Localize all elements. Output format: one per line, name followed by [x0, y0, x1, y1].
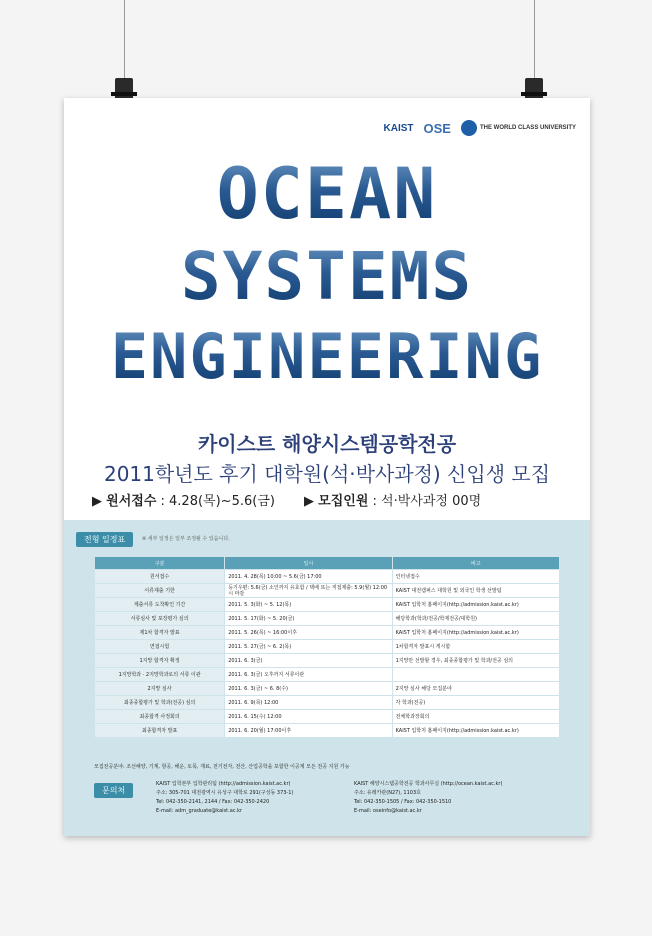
table-row [95, 570, 560, 584]
row-category: 서류제출 기한 [95, 584, 225, 598]
table-row [95, 654, 560, 668]
header-note: 비고 [392, 557, 559, 570]
header-category: 구분 [95, 557, 225, 570]
contact-department [354, 780, 502, 816]
wcu-logo-text: THE WORLD CLASS UNIVERSITY [479, 125, 576, 131]
kaist-logo: KAIST [383, 122, 414, 134]
row-category: 최종합격자 발표 [95, 724, 225, 738]
hanging-wire-left [124, 0, 125, 80]
row-category: 제1차 합격자 발표 [95, 626, 225, 640]
row-category: 최종합격 사정회의 [95, 710, 225, 724]
schedule-table [94, 556, 560, 738]
row-category: 1지망 합격자 확정 [95, 654, 225, 668]
wcu-logo [461, 120, 576, 136]
recruit-fields: 모집전공분야: 조선해양, 기계, 항공, 해운, 토목, 재료, 전기전자, 전산, 산업공학을 포함한 이공계 모든 전공 지원 가능 [94, 764, 350, 770]
header-date: 일시 [225, 557, 392, 570]
schedule-body [95, 570, 560, 738]
row-note: 각 학과(전공) [392, 696, 559, 710]
contact-admissions-title: KAIST 입학본부 입학관리팀 (http://admission.kaist.ac.kr) [156, 781, 291, 787]
row-note: 2지망 심사 해당 모집분야 [392, 682, 559, 696]
table-row [95, 724, 560, 738]
table-row [95, 710, 560, 724]
row-date: 2011. 6. 3(금) [225, 654, 392, 668]
row-note: 해당학과(학과/전공/학제전공/대학원) [392, 612, 559, 626]
wcu-emblem-icon [461, 120, 477, 136]
row-date: 2011. 6. 3(금) ~ 6. 8(수) [225, 682, 392, 696]
row-date: 2011. 5. 17(화) ~ 5. 20(금) [225, 612, 392, 626]
contact-department-tel: Tel: 042-350-1505 / Fax: 042-350-1510 [354, 799, 452, 805]
row-date: 2011. 5. 26(목) ~ 16:00이후 [225, 626, 392, 640]
row-category: 서류심사 및 포장평가 심의 [95, 612, 225, 626]
contact-department-title: KAIST 해양시스템공학전공 학과사무실 (http://ocean.kaist.ac.kr) [354, 781, 503, 787]
row-date: 2011. 6. 3(금) 오후까지 서류이관 [225, 668, 392, 682]
row-note: 인터넷접수 [392, 570, 559, 584]
table-row [95, 598, 560, 612]
schedule-label: 전형 일정표 [76, 532, 133, 547]
poster-subtitle: 2011학년도 후기 대학원(석·박사과정) 신입생 모집 [103, 462, 551, 486]
headline-engineering: ENGINEERING [64, 320, 590, 393]
table-row [95, 626, 560, 640]
row-note [392, 668, 559, 682]
table-row [95, 668, 560, 682]
poster [64, 98, 590, 836]
recruit-count: ▶ 모집인원 : 석·박사과정 00명 [304, 494, 482, 509]
application-period: ▶ 원서접수 : 4.28(목)~5.6(금) [92, 494, 275, 509]
headline-systems: SYSTEMS [64, 238, 590, 315]
row-category: 1지망학과 · 2지망학과로의 서류 이관 [95, 668, 225, 682]
application-value: 4.28(목)~5.6(금) [169, 494, 275, 509]
ose-logo: OSE [423, 120, 451, 136]
contact-admissions-tel: Tel: 042-350-2141, 2144 / Fax: 042-350-2420 [156, 799, 270, 805]
table-row [95, 584, 560, 598]
table-row [95, 682, 560, 696]
recruit-label: 모집인원 [318, 494, 369, 509]
row-category: 면접시험 [95, 640, 225, 654]
row-date: 2011. 5. 3(화) ~ 5. 12(목) [225, 598, 392, 612]
table-row [95, 640, 560, 654]
row-date: 2011. 6. 9(목) 12:00 [225, 696, 392, 710]
headline-ocean: OCEAN [64, 153, 590, 235]
schedule-section [64, 520, 590, 836]
row-note: 1차합격자 발표시 게시함 [392, 640, 559, 654]
contact-admissions [156, 780, 293, 816]
row-category: 2지망 심사 [95, 682, 225, 696]
row-date: 2011. 4. 28(목) 10:00 ~ 5.6(금) 17:00 [225, 570, 392, 584]
row-note: 1지망만 선발할 경우, 최종종합평가 및 학과/전공 심의 [392, 654, 559, 668]
contact-label: 문의처 [94, 783, 133, 798]
row-note: 전체학과장회의 [392, 710, 559, 724]
contact-department-email: E-mail: oseinfo@kaist.ac.kr [354, 808, 422, 814]
row-date: 2011. 6. 15(수) 12:00 [225, 710, 392, 724]
table-row [95, 696, 560, 710]
row-category: 최종종합평가 및 학과(전공) 심의 [95, 696, 225, 710]
logo-row [384, 120, 576, 136]
application-label: 원서접수 [106, 494, 157, 509]
row-category: 제출서류 도착확인 기간 [95, 598, 225, 612]
row-date: 등기우편: 5.6(금) 소인까지 유효함 / 택배 또는 직접제출: 5.9(월) 12:00시 마감 [225, 584, 392, 598]
row-note: KAIST 입학처 홈페이지(http://admission.kaist.ac.kr) [392, 724, 559, 738]
schedule-note: ※ 세부 일정은 일부 조정될 수 있습니다. [142, 536, 230, 542]
row-date: 2011. 6. 20(월) 17:00이후 [225, 724, 392, 738]
hanging-wire-right [534, 0, 535, 80]
contact-admissions-email: E-mail: adm_graduate@kaist.ac.kr [156, 808, 243, 814]
poster-title: 카이스트 해양시스템공학전공 [197, 432, 457, 456]
table-header-row [95, 557, 560, 570]
row-date: 2011. 5. 27(금) ~ 6. 2(목) [225, 640, 392, 654]
row-note: KAIST 입학처 홈페이지(http://admission.kaist.ac.kr) [392, 598, 559, 612]
table-row [95, 612, 560, 626]
row-category: 원서접수 [95, 570, 225, 584]
contact-admissions-address: 주소: 305-701 대전광역시 유성구 대학로 291(구성동 373-1) [156, 790, 294, 796]
row-note: KAIST 입학처 홈페이지(http://admission.kaist.ac.kr) [392, 626, 559, 640]
recruit-value: 석·박사과정 00명 [381, 494, 482, 509]
row-note: KAIST 대전캠퍼스 대학원 및 외국인 학생 선발팀 [392, 584, 559, 598]
contact-department-address: 주소: 유레카관(N27), 1103호 [354, 790, 421, 796]
